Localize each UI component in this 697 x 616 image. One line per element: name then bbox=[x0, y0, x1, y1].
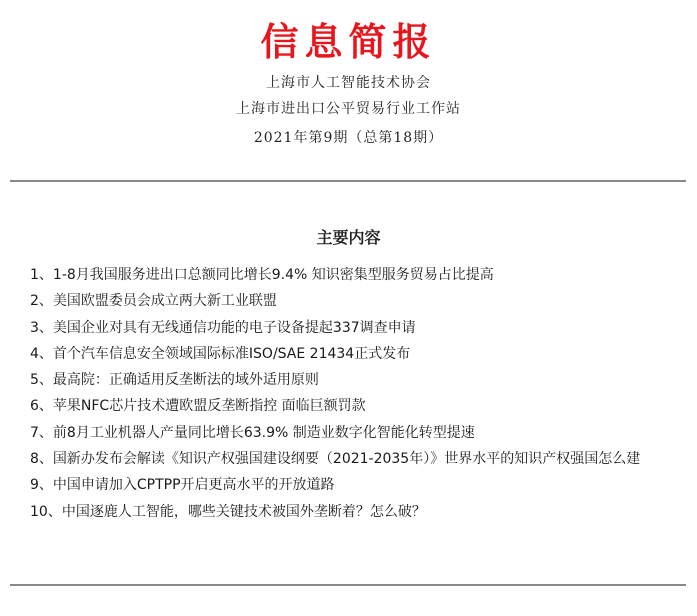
list-item: 9、中国申请加入CPTPP开启更高水平的开放道路 bbox=[30, 477, 335, 494]
list-item: 3、美国企业对具有无线通信功能的电子设备提起337调查申请 bbox=[30, 319, 416, 336]
contents-heading: 主要内容 bbox=[316, 228, 381, 247]
list-item: 8、国新办发布会解读《知识产权强国建设纲要（2021-2035年）》世界水平的知识产权强国怎么建 bbox=[30, 451, 641, 468]
top-divider bbox=[10, 180, 686, 182]
list-item: 4、首个汽车信息安全领域国际标准ISO/SAE 21434正式发布 bbox=[30, 345, 411, 362]
list-item: 10、中国逐鹿人工智能，哪些关键技术被国外垄断着？怎么破？ bbox=[30, 503, 426, 520]
list-item: 5、最高院：正确适用反垄断法的域外适用原则 bbox=[30, 372, 319, 389]
contents-list bbox=[30, 262, 680, 525]
list-item: 2、美国欧盟委员会成立两大新工业联盟 bbox=[30, 293, 277, 310]
page-title: 信息简报 bbox=[260, 20, 437, 64]
list-item: 1、1-8月我国服务进出口总额同比增长9.4% 知识密集型服务贸易占比提高 bbox=[30, 267, 494, 283]
issue-number: 2021年第9期（总第18期） bbox=[253, 130, 444, 146]
bottom-divider bbox=[10, 584, 686, 586]
list-item: 7、前8月工业机器人产量同比增长63.9% 制造业数字化智能化转型提速 bbox=[30, 424, 475, 441]
list-item: 6、苹果NFC芯片技术遭欧盟反垄断指控 面临巨额罚款 bbox=[30, 398, 366, 415]
organization-name: 上海市人工智能技术协会 bbox=[266, 75, 431, 91]
workstation-name: 上海市进出口公平贸易行业工作站 bbox=[236, 101, 461, 117]
